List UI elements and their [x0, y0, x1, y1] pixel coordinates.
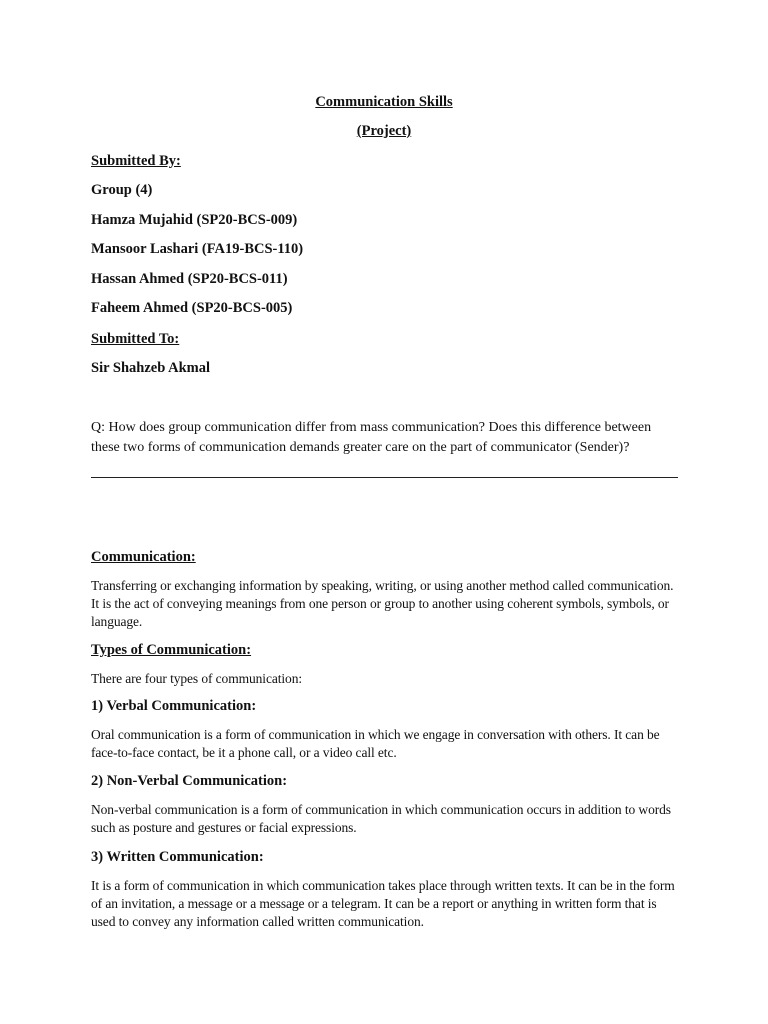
verbal-paragraph: Oral communication is a form of communication in which we engage in conversation with others. It can be face-to-face contact, be it a phone call, or a video call etc. — [91, 727, 660, 760]
member-4: Faheem Ahmed (SP20-BCS-005) — [91, 300, 293, 316]
document-title: Communication Skills — [315, 94, 453, 110]
member-2: Mansoor Lashari (FA19-BCS-110) — [91, 241, 304, 257]
member-1: Hamza Mujahid (SP20-BCS-009) — [91, 212, 298, 228]
submitted-by-label: Submitted By: — [91, 153, 181, 169]
written-paragraph: It is a form of communication in which communication takes place through written texts. It can be in the form of an invitation, a message or a message or a telegram. It can be a report or anything in written form that is used to convey any information called written communication. — [91, 878, 675, 929]
submitted-to-name: Sir Shahzeb Akmal — [91, 360, 210, 376]
written-heading: 3) Written Communication: — [91, 849, 264, 865]
nonverbal-heading: 2) Non-Verbal Communication: — [91, 773, 288, 789]
assignment-question: Q: How does group communication differ from mass communication? Does this difference between these two forms of communication demands greater care on the part of communicator (Sender)? — [91, 420, 652, 455]
communication-paragraph: Transferring or exchanging information by speaking, writing, or using another method called communication. It is the act of conveying meanings from one person or group to another using coherent symbols, symbols, or language. — [91, 578, 674, 629]
submitted-to-label: Submitted To: — [91, 331, 180, 347]
member-3: Hassan Ahmed (SP20-BCS-011) — [91, 271, 288, 287]
nonverbal-paragraph: Non-verbal communication is a form of communication in which communication occurs in addition to words such as posture and gestures or facial expressions. — [91, 802, 671, 835]
types-heading: Types of Communication: — [91, 642, 252, 658]
types-intro: There are four types of communication: — [91, 671, 302, 686]
group-name: Group (4) — [91, 182, 153, 198]
question-underline — [91, 477, 678, 478]
verbal-heading: 1) Verbal Communication: — [91, 698, 257, 714]
communication-heading: Communication: — [91, 549, 196, 565]
document-subtitle: (Project) — [356, 123, 412, 139]
